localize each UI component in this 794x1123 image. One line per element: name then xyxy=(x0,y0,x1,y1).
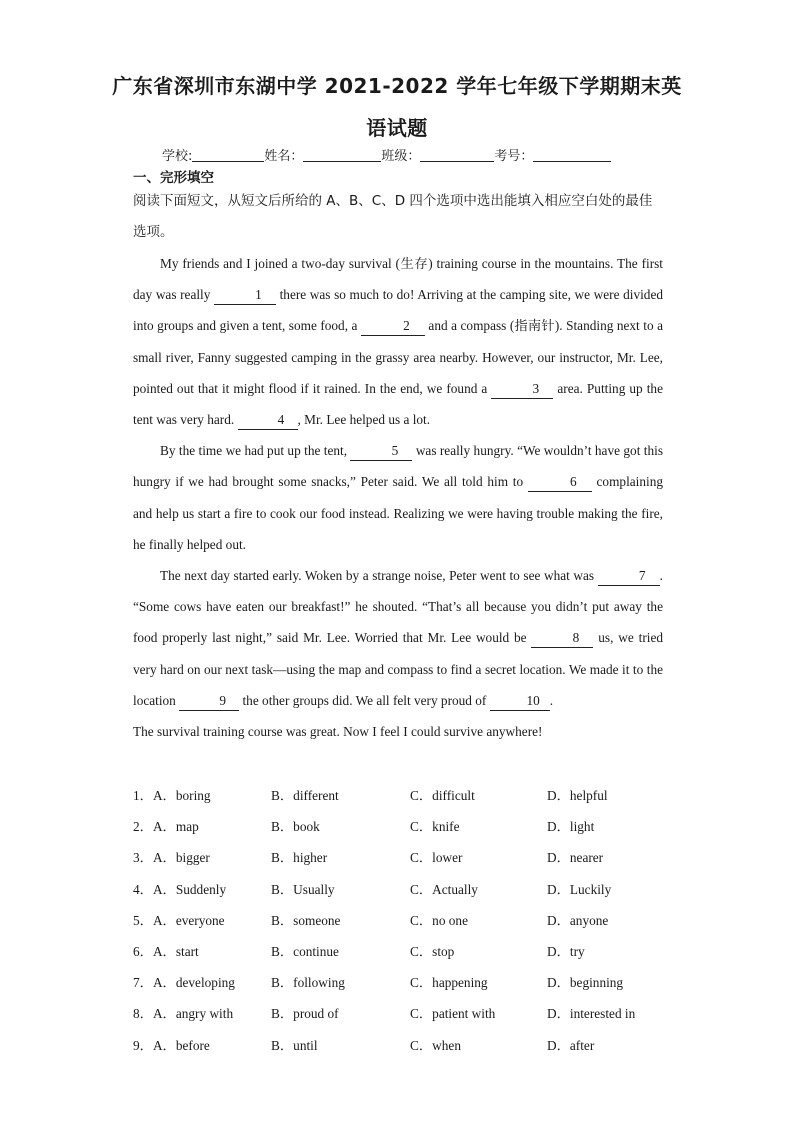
exam-no-field[interactable] xyxy=(533,147,611,162)
blank-2: 2 xyxy=(361,317,425,336)
option-a[interactable]: A．before xyxy=(152,1037,210,1053)
blank-3: 3 xyxy=(491,380,553,399)
option-c[interactable]: C．difficult xyxy=(410,788,475,803)
option-a[interactable]: A．everyone xyxy=(152,912,225,928)
option-b[interactable]: B．different xyxy=(271,788,339,803)
option-b[interactable]: B．Usually xyxy=(271,881,335,897)
section-title: 一、完形填空 xyxy=(133,170,214,186)
class-field[interactable] xyxy=(420,147,494,162)
option-a[interactable]: A．developing xyxy=(152,975,235,991)
cloze-passage xyxy=(133,248,663,747)
option-d[interactable]: D．nearer xyxy=(547,850,604,866)
option-a[interactable]: A．angry with xyxy=(152,1006,234,1022)
option-b[interactable]: B．proud of xyxy=(271,1006,339,1022)
blank-7: 7 xyxy=(598,567,660,586)
option-c[interactable]: C．Actually xyxy=(410,881,478,897)
option-b[interactable]: B．continue xyxy=(271,943,339,959)
option-c[interactable]: C．patient with xyxy=(410,1006,496,1022)
blank-5: 5 xyxy=(350,442,412,461)
option-b[interactable]: B．following xyxy=(271,975,345,991)
option-d[interactable]: D．helpful xyxy=(547,788,608,803)
option-b[interactable]: B．until xyxy=(271,1037,318,1053)
option-d[interactable]: D．beginning xyxy=(547,975,624,991)
blank-1: 1 xyxy=(214,286,276,305)
instructions: 阅读下面短文，从短文后所给的 A、B、C、D 四个选项中选出能填入相应空白处的最佳选项。 xyxy=(133,193,653,240)
option-d[interactable]: D．interested in xyxy=(547,1006,636,1022)
option-c[interactable]: C．lower xyxy=(410,850,463,866)
blank-6: 6 xyxy=(528,473,592,492)
option-c[interactable]: C．happening xyxy=(410,975,488,991)
option-a[interactable]: A．start xyxy=(152,943,199,959)
paragraph-2: By the time we had put up the tent, 5 was really hungry. “We wouldn’t have got this hungry if we had brought some snacks,” Peter said. We all told him to 6 complaining and help us start a fire to cook our food instead. Realizing we were having trouble making the fire, he finally helped out. xyxy=(133,443,663,552)
student-info-line xyxy=(162,145,611,164)
blank-4: 4 xyxy=(238,411,298,430)
blank-8: 8 xyxy=(531,629,593,648)
blank-9: 9 xyxy=(179,692,239,711)
paragraph-4: The survival training course was great. Now I feel I could survive anywhere! xyxy=(133,724,543,740)
option-b[interactable]: B．higher xyxy=(271,850,328,866)
option-d[interactable]: D．anyone xyxy=(547,912,609,928)
option-d[interactable]: D．Luckily xyxy=(547,881,612,897)
option-a[interactable]: A．boring xyxy=(152,788,211,803)
option-c[interactable]: C．when xyxy=(410,1037,461,1053)
page-title: 广东省深圳市东湖中学 2021-2022 学年七年级下学期期末英 xyxy=(112,74,682,98)
paragraph-3: The next day started early. Woken by a strange noise, Peter went to see what was 7 . “Some cows have eaten our breakfast!” he shouted. “That’s all because you didn’t put away the food properly last night,” said Mr. Lee. Worried that Mr. Lee would be 8 us, we tried very hard on our next task—using the map and compass to find a secret location. We made it to the location 9 the other groups did. We all felt very proud of 10 . xyxy=(133,560,663,716)
option-c[interactable]: C．stop xyxy=(410,943,455,959)
option-d[interactable]: D．try xyxy=(547,943,585,959)
option-d[interactable]: D．after xyxy=(547,1037,595,1053)
option-a[interactable]: A．Suddenly xyxy=(152,881,227,897)
name-label: 姓名： xyxy=(264,149,304,164)
option-a[interactable]: A．map xyxy=(152,819,199,835)
paragraph-1: My friends and I joined a two-day survival (生存) training course in the mountains. The first day was really 1 there was so much to do! Arriving at the camping site, we were divided into groups and given a tent, some food, a 2 and a compass (指南针). Standing next to a small river, Fanny suggested camping in the grassy area nearby. However, our instructor, Mr. Lee, pointed out that it might flood if it rained. In the end, we found a 3 area. Putting up the tent was very hard. 4 , Mr. Lee helped us a lot. xyxy=(133,248,663,435)
option-c[interactable]: C．knife xyxy=(410,819,460,835)
blank-10: 10 xyxy=(490,692,550,711)
option-c[interactable]: C．no one xyxy=(410,912,468,928)
option-a[interactable]: A．bigger xyxy=(152,850,210,866)
option-b[interactable]: B．someone xyxy=(271,912,341,928)
class-label: 班级： xyxy=(381,149,421,164)
school-field[interactable] xyxy=(192,147,264,162)
option-d[interactable]: D．light xyxy=(547,819,595,835)
option-b[interactable]: B．book xyxy=(271,819,320,835)
exam-no-label: 考号： xyxy=(494,149,534,164)
page-title-continued: 语试题 xyxy=(366,116,428,140)
name-field[interactable] xyxy=(303,147,381,162)
school-label: 学校: xyxy=(162,149,193,164)
